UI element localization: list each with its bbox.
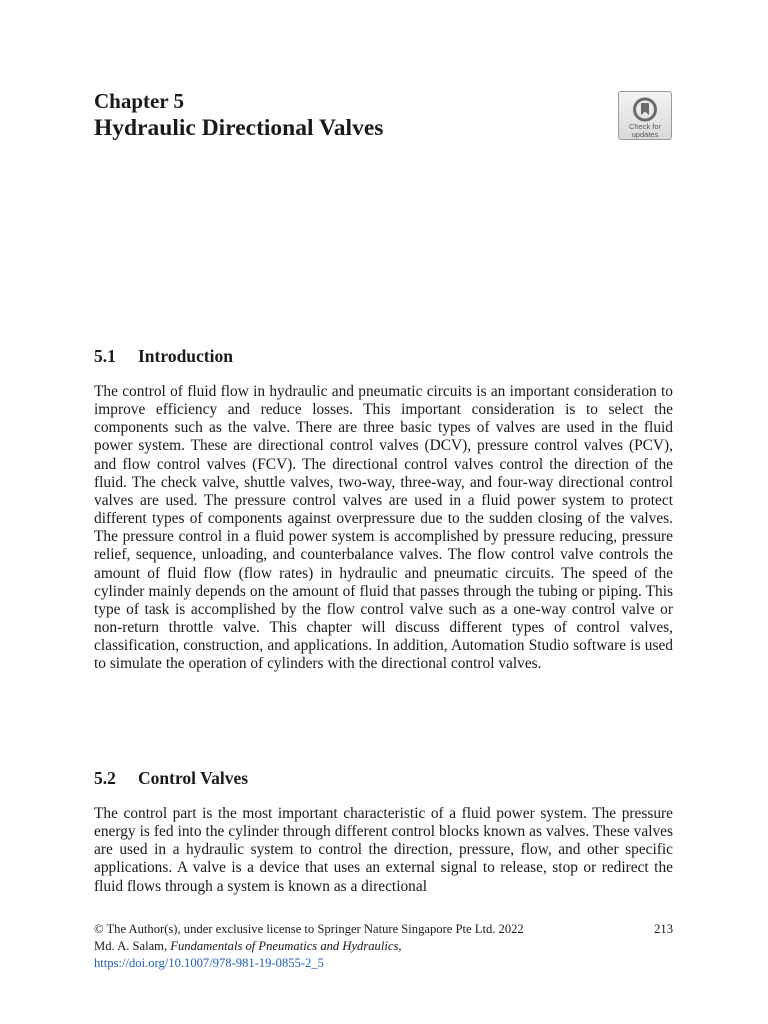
section-title: Control Valves	[138, 768, 249, 788]
badge-label	[619, 123, 671, 139]
page-number: 213	[654, 922, 673, 936]
badge-line-1: Check for	[628, 122, 662, 131]
doi-line	[94, 955, 673, 972]
chapter-title: Hydraulic Directional Valves	[94, 115, 384, 141]
badge-line-2: updates	[631, 130, 659, 139]
book-title-suffix: ,	[398, 938, 402, 953]
section-number: 5.2	[94, 768, 116, 788]
book-title: Fundamentals of Pneumatics and Hydraulics	[170, 938, 399, 953]
bookmark-ring-icon	[632, 97, 658, 122]
copyright-line: © The Author(s), under exclusive license to Springer Nature Singapore Pte Ltd. 2022	[94, 922, 524, 936]
section-heading-control-valves	[94, 767, 248, 789]
section-number: 5.1	[94, 346, 116, 366]
introduction-paragraph: The control of fluid flow in hydraulic and pneumatic circuits is an important consideration to improve efficiency and reduce losses. This important consideration is to select the components such as the valve. There are three basic types of valves are used in the fluid power system. These are directional control valves (DCV), pressure control valves (PCV), and flow control valves (FCV). The directional control valves control the direction of the fluid. The check valve, shuttle valves, two-way, three-way, and four-way directional control valves are used. The pressure control valves are used in a fluid power system to protect different types of components against overpressure due to the sudden closing of the valves. The pressure control in a fluid power system is accomplished by pressure reducing, pressure relief, sequence, unloading, and counterbalance valves. The flow control valve controls the amount of fluid flow (flow rates) in hydraulic and pneumatic circuits. The speed of the cylinder mainly depends on the amount of fluid that passes through the tubing or piping. This type of task is accomplished by the flow control valve such as a one-way control valve or non-return throttle valve. This chapter will discuss different types of control valves, classification, construction, and applications. In addition, Automation Studio software is used to simulate the operation of cylinders with the directional control valves.	[94, 383, 673, 673]
citation-line	[94, 938, 673, 955]
check-for-updates-badge[interactable]	[618, 91, 672, 140]
section-heading-introduction	[94, 345, 233, 367]
chapter-label: Chapter 5	[94, 89, 185, 113]
page-footer	[94, 921, 673, 971]
control-valves-paragraph: The control part is the most important characteristic of a fluid power system. The pressure energy is fed into the cylinder through different control blocks known as valves. These valves are used in a hydraulic system to control the direction, pressure, flow, and other specific applications. A valve is a device that uses an external signal to release, stop or redirect the fluid flows through a system is known as a directional	[94, 805, 673, 895]
doi-link[interactable]: https://doi.org/10.1007/978-981-19-0855-2_5	[94, 955, 324, 970]
author-name: Md. A. Salam,	[94, 938, 168, 953]
section-title: Introduction	[138, 346, 233, 366]
